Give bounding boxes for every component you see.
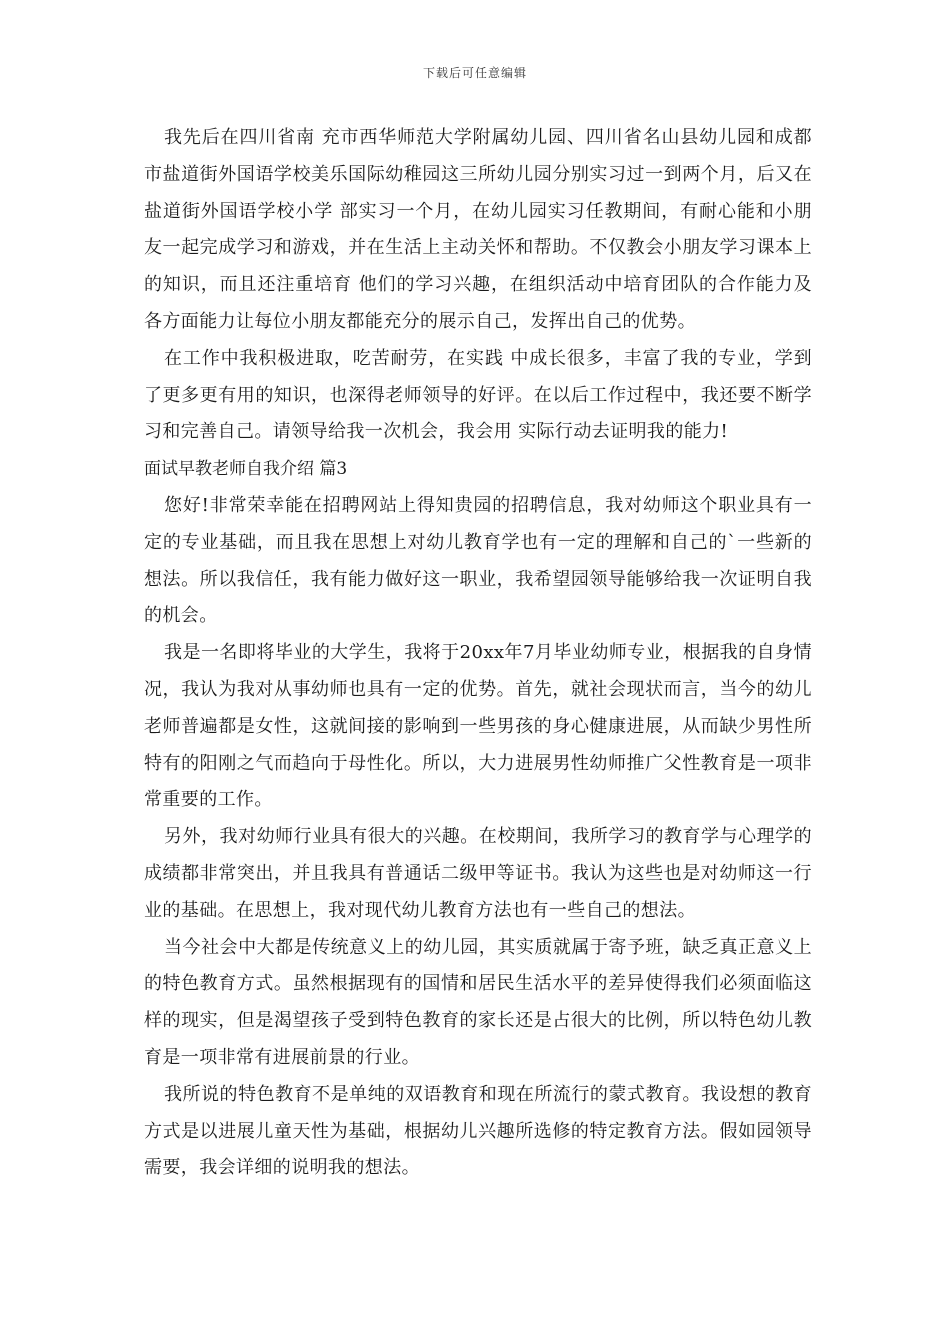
document-body: [144, 120, 812, 1187]
paragraph-special-education: 我所说的特色教育不是单纯的双语教育和现在所流行的蒙式教育。我设想的教育方式是以进展儿童天性为基础，根据幼儿兴趣所选修的特定教育方法。假如园领导需要，我会详细的说明我的想法。: [144, 1083, 812, 1179]
page-header: 下载后可任意编辑: [422, 66, 527, 80]
paragraph-work-attitude: 在工作中我积极进取，吃苦耐劳，在实践 中成长很多，丰富了我的专业，学到了更多更有用的知识，也深得老师领导的好评。在以后工作过程中，我还要不断学习和完善自己。请领导给我一次机会，我会用 实际行动去证明我的能力!: [144, 347, 812, 443]
section-heading: 面试早教老师自我介绍 篇3: [144, 459, 348, 480]
paragraph-interest: 另外，我对幼师行业具有很大的兴趣。在校期间，我所学习的教育学与心理学的成绩都非常突出，并且我具有普通话二级甲等证书。我认为这些也是对幼师这一行业的基础。在思想上，我对现代幼儿教育方法也有一些自己的想法。: [144, 826, 812, 921]
paragraph-background: 我是一名即将毕业的大学生，我将于20xx年7月毕业幼师专业，根据我的自身情况，我认为我对从事幼师也具有一定的优势。首先，就社会现状而言，当今的幼儿老师普遍都是女性，这就间接的影响到一些男孩的身心健康进展，从而缺少男性所特有的阳刚之气而趋向于母性化。所以，大力进展男性幼师推广父性教育是一项非常重要的工作。: [144, 642, 812, 811]
paragraph-internship: 我先后在四川省南 充市西华师范大学附属幼儿园、四川省名山县幼儿园和成都市盐道街外国语学校美乐国际幼稚园这三所幼儿园分别实习过一到两个月，后又在盐道街外国语学校小学 部实习一个月，在幼儿园实习任教期间，有耐心能和小朋友一起完成学习和游戏，并在生活上主动关怀和帮助。不仅教会小朋友学习课本上的知识，而且还注重培育 他们的学习兴趣，在组织活动中培育团队的合作能力及各方面能力让每位小朋友都能充分的展示自己，发挥出自己的优势。: [144, 127, 812, 332]
paragraph-greeting: 您好!非常荣幸能在招聘网站上得知贵园的招聘信息，我对幼师这个职业具有一定的专业基础，而且我在思想上对幼儿教育学也有一定的理解和自己的`一些新的想法。所以我信任，我有能力做好这一职业，我希望园领导能够给我一次证明自我的机会。: [144, 494, 812, 627]
paragraph-society: 当今社会中大都是传统意义上的幼儿园，其实质就属于寄予班，缺乏真正意义上的特色教育方式。虽然根据现有的国情和居民生活水平的差异使得我们必须面临这样的现实，但是渴望孩子受到特色教育的家长还是占很大的比例，所以特色幼儿教育是一项非常有进展前景的行业。: [144, 936, 812, 1068]
